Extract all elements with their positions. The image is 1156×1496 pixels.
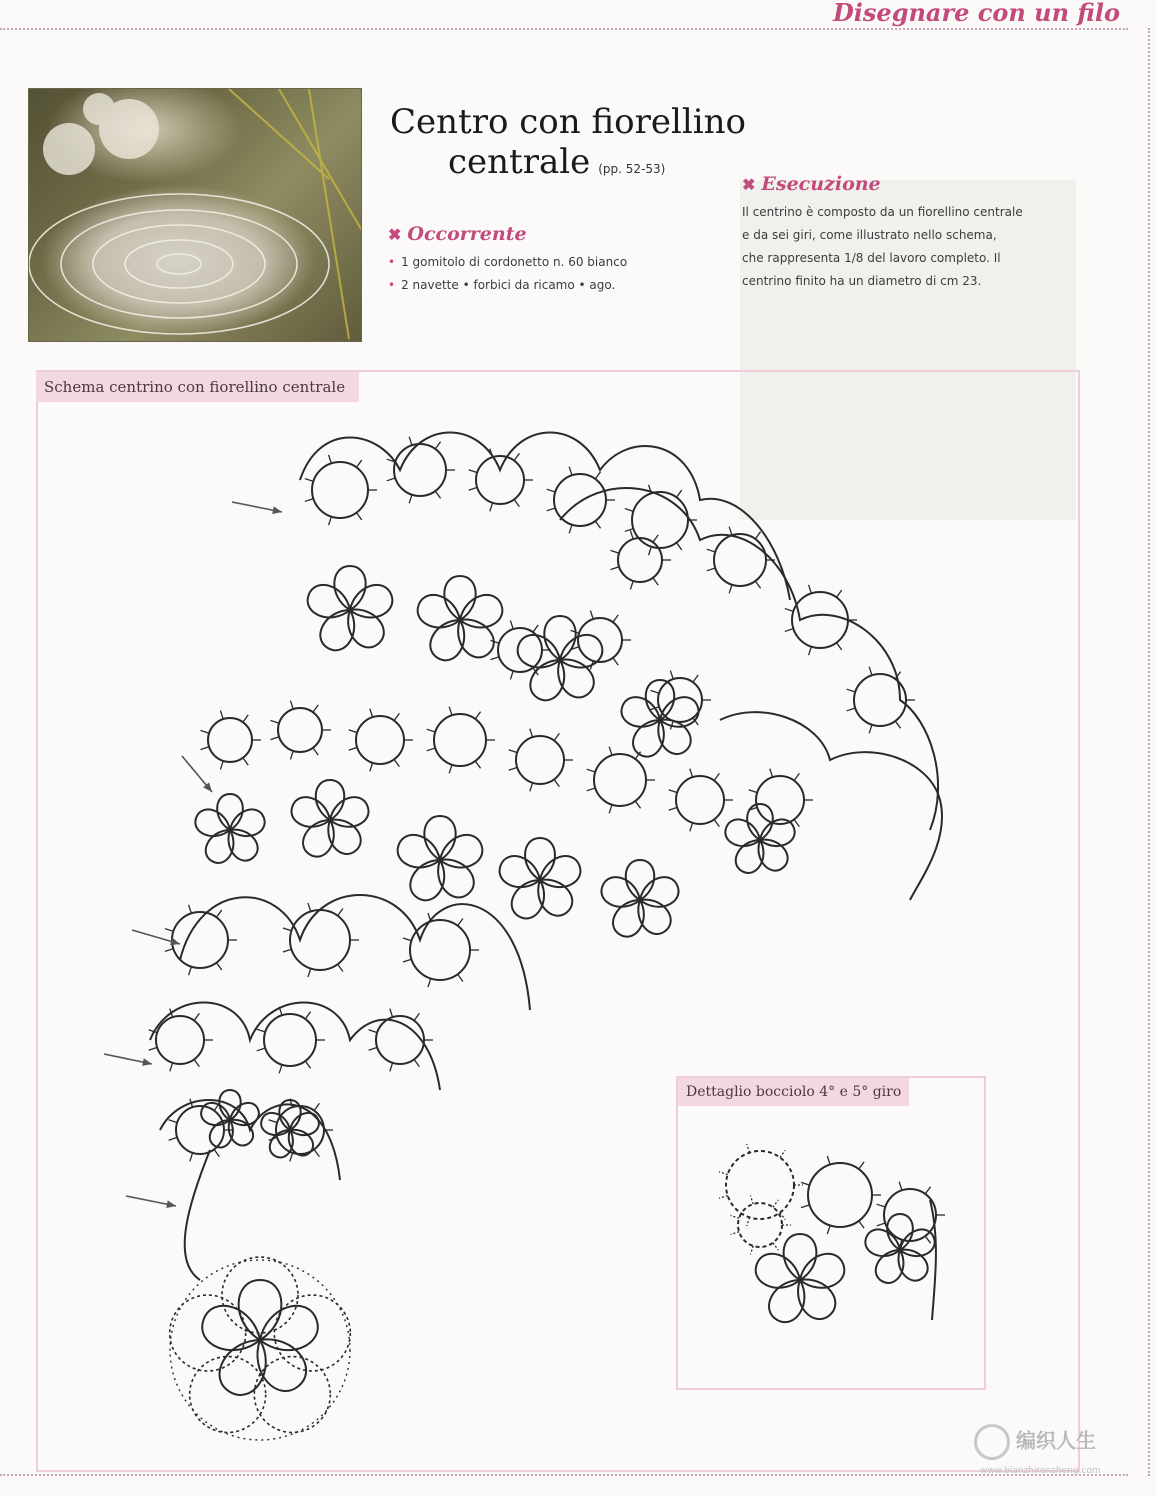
pink-x-mark-icon: ✖	[388, 225, 402, 244]
section-header: Disegnare con un filo	[832, 0, 1120, 27]
title-line-2: centrale	[448, 142, 591, 182]
flower-petal	[865, 1229, 900, 1256]
esecuzione-heading: ✖ Esecuzione	[742, 173, 881, 195]
detail-flower	[756, 1234, 845, 1322]
pages-reference: (pp. 52-53)	[598, 162, 666, 176]
watermark-brand: 编织人生	[1016, 1428, 1096, 1453]
detail-flower	[865, 1214, 934, 1283]
pink-x-mark-icon: ✖	[742, 175, 756, 194]
list-item: • 1 gomitolo di cordonetto n. 60 bianco	[388, 255, 628, 269]
flower-petal	[800, 1254, 844, 1288]
schema-label: Schema centrino con fiorellino centrale	[36, 372, 359, 402]
watermark-url: www.bianzhirensheng.com	[980, 1466, 1101, 1476]
watermark-logo-icon	[974, 1424, 1010, 1460]
tatting-ring	[801, 1156, 881, 1234]
esecuzione-text: Il centrino è composto da un fiorellino centrale e da sei giri, come illustrato nello schema, che rappresenta 1/8 del lavoro completo. Il centrino finito ha un diametro di cm 23.	[742, 205, 1023, 288]
occorrente-heading: ✖ Occorrente	[388, 223, 527, 245]
flower-petal	[756, 1254, 800, 1288]
title-line-1: Centro con fiorellino	[390, 102, 746, 142]
bullet-icon: •	[388, 255, 396, 269]
dashed-reference-ring	[719, 1144, 803, 1226]
watermark	[974, 1424, 1150, 1484]
detail-label: Dettaglio bocciolo 4° e 5° giro	[678, 1078, 909, 1106]
dashed-reference-ring	[731, 1196, 791, 1255]
flower-petal	[784, 1234, 817, 1280]
list-item: • 2 navette • forbici da ricamo • ago.	[388, 278, 616, 292]
bullet-icon: •	[388, 278, 396, 292]
